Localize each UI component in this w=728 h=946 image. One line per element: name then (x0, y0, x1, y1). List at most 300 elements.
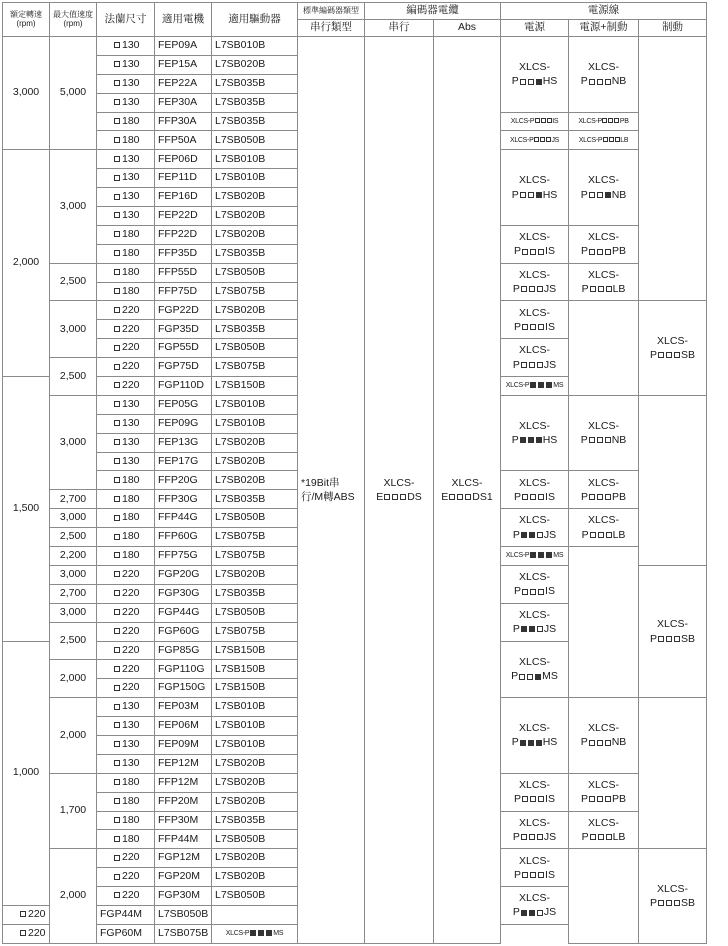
driver-model-cell: L7SB050B (212, 603, 298, 622)
flange-size: 220 (122, 587, 140, 599)
flange-size: 130 (122, 757, 140, 770)
cable-code: P JS (512, 358, 557, 371)
square-flange-icon (114, 647, 120, 653)
power-cable-cell (501, 811, 569, 849)
square-flange-icon (114, 704, 120, 710)
flange-cell (97, 263, 155, 282)
driver-model-cell: L7SB020B (212, 849, 298, 868)
driver-model-cell: L7SB020B (212, 754, 298, 773)
placeholder-box-icon (605, 79, 611, 85)
placeholder-box-icon (540, 137, 545, 142)
placeholder-filled-box-icon (258, 930, 264, 936)
flange-cell (97, 301, 155, 320)
flange-size: 130 (122, 454, 140, 467)
driver-model-cell: L7SB075B (212, 528, 298, 547)
square-flange-icon (114, 118, 120, 124)
flange-size: 220 (122, 662, 140, 675)
power-cable-cell (501, 377, 569, 396)
cable-code-text: XLCS-P JS (509, 136, 560, 144)
flange-size: 220 (122, 379, 140, 392)
cable-code-text: XLCS-P MS (505, 552, 564, 560)
power-brake-cable-cell (569, 150, 639, 226)
flange-size: 130 (122, 152, 140, 165)
flange-cell (97, 735, 155, 754)
max-speed-cell: 2,500 (50, 263, 97, 301)
motor-model-cell: FEP09A (155, 37, 212, 56)
flange-size: 130 (122, 398, 140, 411)
encoder-type-value: *19Bit串行/M轉ABS (301, 476, 355, 503)
placeholder-filled-box-icon (536, 79, 542, 85)
power-cable-cell (501, 471, 569, 509)
max-speed-cell: 2,500 (50, 528, 97, 547)
flange-size: 220 (122, 643, 140, 656)
max-speed-cell: 3,000 (50, 509, 97, 528)
header-power: 電源 (501, 20, 569, 37)
square-flange-icon (114, 401, 120, 407)
driver-model-cell: L7SB010B (212, 395, 298, 414)
driver-model-cell: L7SB075B (155, 924, 212, 943)
flange-size: 220 (122, 605, 140, 618)
cable-prefix: XLCS- (519, 608, 550, 621)
square-flange-icon (114, 836, 120, 842)
header-brake: 制動 (639, 20, 707, 37)
driver-model-cell: L7SB035B (212, 93, 298, 112)
flange-size: 220 (122, 870, 140, 883)
flange-cell (97, 547, 155, 566)
flange-cell (97, 641, 155, 660)
placeholder-box-icon (605, 494, 611, 500)
flange-size: 220 (122, 341, 140, 354)
driver-model-cell: L7SB050B (212, 339, 298, 358)
flange-size: 180 (122, 228, 140, 241)
power-cable-cell (501, 887, 569, 925)
placeholder-box-icon (522, 872, 528, 878)
flange-size: 130 (122, 95, 140, 108)
flange-size: 180 (122, 511, 140, 524)
flange-cell (97, 849, 155, 868)
flange-cell (97, 150, 155, 169)
placeholder-box-icon (530, 494, 536, 500)
flange-size: 220 (28, 908, 46, 921)
cable-prefix: XLCS- (519, 231, 550, 244)
placeholder-box-icon (538, 249, 544, 255)
brake-cable-cell (639, 849, 707, 943)
cable-prefix: XLCS- (519, 306, 550, 319)
cable-code-text: XLCS-P IS (510, 117, 559, 125)
flange-size: 220 (122, 889, 140, 902)
flange-cell (97, 509, 155, 528)
max-speed-cell: 3,000 (50, 301, 97, 358)
cable-code: P IS (514, 245, 555, 258)
placeholder-box-icon (534, 137, 539, 142)
motor-model-cell: FFP60G (155, 528, 212, 547)
placeholder-box-icon (590, 834, 596, 840)
motor-model-cell: FGP110G (155, 660, 212, 679)
motor-model-cell: FFP30M (155, 811, 212, 830)
placeholder-box-icon (530, 249, 536, 255)
placeholder-box-icon (547, 118, 552, 123)
driver-model-cell: L7SB150B (212, 641, 298, 660)
square-flange-icon (114, 892, 120, 898)
cable-code: P MS (511, 670, 558, 683)
placeholder-box-icon (589, 494, 595, 500)
placeholder-box-icon (521, 362, 527, 368)
placeholder-box-icon (537, 910, 543, 916)
driver-model-cell: L7SB035B (212, 584, 298, 603)
brake-cable-cell (639, 37, 707, 301)
placeholder-filled-box-icon (536, 437, 542, 443)
cable-prefix: XLCS- (588, 514, 619, 527)
placeholder-filled-box-icon (528, 740, 534, 746)
power-brake-cable-cell (569, 547, 639, 698)
placeholder-box-icon (457, 494, 463, 500)
placeholder-box-icon (538, 872, 544, 878)
placeholder-filled-box-icon (250, 930, 256, 936)
flange-cell (97, 830, 155, 849)
cable-prefix: XLCS- (657, 618, 688, 631)
placeholder-box-icon (522, 324, 528, 330)
motor-model-cell: FGP150G (155, 679, 212, 698)
motor-model-cell: FGP22D (155, 301, 212, 320)
driver-model-cell: L7SB010B (212, 150, 298, 169)
placeholder-filled-box-icon (520, 740, 526, 746)
placeholder-box-icon (658, 352, 664, 358)
placeholder-box-icon (541, 118, 546, 123)
power-cable-cell (501, 263, 569, 301)
max-speed-cell: 2,000 (50, 849, 97, 943)
placeholder-filled-box-icon (536, 740, 542, 746)
max-speed-cell: 2,500 (50, 358, 97, 396)
placeholder-filled-box-icon (535, 674, 541, 680)
flange-cell (97, 528, 155, 547)
placeholder-box-icon (589, 249, 595, 255)
flange-size: 220 (122, 851, 140, 864)
flange-cell (97, 414, 155, 433)
cable-prefix: XLCS- (519, 344, 550, 357)
power-cable-cell (501, 225, 569, 263)
flange-cell (97, 37, 155, 56)
power-brake-cable-cell (569, 131, 639, 150)
header-rated-speed: 額定轉速 (rpm) (3, 3, 50, 37)
motor-model-cell: FFP20M (155, 792, 212, 811)
power-cable-cell (501, 849, 569, 887)
cable-prefix: XLCS- (519, 174, 550, 187)
flange-size: 180 (122, 133, 140, 146)
placeholder-box-icon (674, 900, 680, 906)
motor-model-cell: FGP20M (155, 868, 212, 887)
flange-size: 130 (122, 171, 140, 184)
cable-prefix: XLCS- (588, 816, 619, 829)
motor-model-cell: FGP12M (155, 849, 212, 868)
square-flange-icon (114, 571, 120, 577)
cable-prefix: XLCS- (588, 231, 619, 244)
table-body (3, 37, 707, 944)
motor-model-cell: FEP03M (155, 698, 212, 717)
cable-code: P JS (512, 906, 557, 919)
square-flange-icon (114, 250, 120, 256)
flange-size: 180 (122, 114, 140, 127)
placeholder-box-icon (589, 740, 595, 746)
flange-size: 180 (122, 549, 140, 562)
power-brake-cable-cell (569, 509, 639, 547)
cable-prefix: XLCS- (588, 174, 619, 187)
flange-cell (97, 717, 155, 736)
placeholder-box-icon (666, 900, 672, 906)
power-cable-cell (501, 339, 569, 377)
square-flange-icon (114, 61, 120, 67)
flange-size: 180 (122, 492, 140, 505)
max-speed-cell: 2,700 (50, 584, 97, 603)
driver-model-cell: L7SB050B (212, 131, 298, 150)
cable-code: P NB (580, 736, 627, 749)
max-speed-cell: 5,000 (50, 37, 97, 150)
placeholder-box-icon (606, 834, 612, 840)
driver-model-cell: L7SB010B (212, 169, 298, 188)
cable-prefix: XLCS- (519, 476, 550, 489)
max-speed-cell: 1,700 (50, 773, 97, 849)
square-flange-icon (114, 855, 120, 861)
flange-cell (97, 188, 155, 207)
flange-cell (97, 565, 155, 584)
spec-table-container (2, 2, 707, 944)
driver-model-cell: L7SB020B (212, 188, 298, 207)
square-flange-icon (114, 345, 120, 351)
flange-size: 180 (122, 473, 140, 486)
cable-prefix: XLCS- (657, 882, 688, 895)
square-flange-icon (114, 779, 120, 785)
flange-size: 130 (122, 209, 140, 222)
flange-size: 180 (122, 813, 140, 826)
power-brake-cable-cell (569, 395, 639, 471)
square-flange-icon (20, 930, 26, 936)
placeholder-box-icon (590, 286, 596, 292)
placeholder-box-icon (537, 362, 543, 368)
placeholder-box-icon (605, 437, 611, 443)
motor-model-cell: FGP110D (155, 377, 212, 396)
power-cable-cell (501, 641, 569, 698)
square-flange-icon (114, 80, 120, 86)
cable-code-text: XLCS-P PB (578, 117, 629, 125)
placeholder-filled-box-icon (528, 437, 534, 443)
placeholder-filled-box-icon (529, 910, 535, 916)
power-cable-cell (501, 112, 569, 131)
cable-prefix: XLCS- (588, 778, 619, 791)
cable-code-text: XLCS-P MS (505, 382, 564, 390)
placeholder-box-icon (538, 324, 544, 330)
driver-model-cell: L7SB075B (212, 358, 298, 377)
cable-prefix: XLCS- (519, 656, 550, 669)
motor-model-cell: FGP60M (97, 924, 155, 943)
motor-model-cell: FGP30G (155, 584, 212, 603)
driver-model-cell: L7SB020B (212, 225, 298, 244)
cable-code: P SB (649, 632, 696, 645)
driver-model-cell: L7SB075B (212, 282, 298, 301)
flange-size: 180 (122, 284, 140, 297)
max-speed-cell: 2,200 (50, 547, 97, 566)
driver-model-cell: L7SB020B (212, 301, 298, 320)
cable-prefix: XLCS- (519, 61, 550, 74)
flange-cell (97, 698, 155, 717)
brake-cable-cell (639, 395, 707, 565)
flange-cell (3, 905, 50, 924)
cable-code: P IS (514, 868, 555, 881)
motor-model-cell: FEP22D (155, 207, 212, 226)
square-flange-icon (114, 231, 120, 237)
square-flange-icon (114, 458, 120, 464)
power-cable-cell (501, 509, 569, 547)
motor-model-cell: FEP09G (155, 414, 212, 433)
motor-model-cell: FEP30A (155, 93, 212, 112)
placeholder-box-icon (597, 494, 603, 500)
driver-model-cell: L7SB050B (212, 263, 298, 282)
square-flange-icon (114, 741, 120, 747)
placeholder-box-icon (521, 834, 527, 840)
placeholder-box-icon (598, 286, 604, 292)
flange-size: 180 (122, 265, 140, 278)
cable-prefix: XLCS- (451, 476, 483, 489)
max-speed-cell: 2,000 (50, 698, 97, 774)
square-flange-icon (114, 722, 120, 728)
placeholder-box-icon (520, 192, 526, 198)
driver-model-cell: L7SB050B (212, 830, 298, 849)
driver-model-cell: L7SB050B (212, 509, 298, 528)
placeholder-filled-box-icon (529, 532, 535, 538)
placeholder-box-icon (529, 834, 535, 840)
motor-model-cell: FEP12M (155, 754, 212, 773)
placeholder-box-icon (666, 636, 672, 642)
placeholder-box-icon (589, 192, 595, 198)
cable-prefix: XLCS- (519, 420, 550, 433)
flange-size: 130 (122, 719, 140, 732)
square-flange-icon (114, 269, 120, 275)
flange-cell (97, 660, 155, 679)
flange-size: 130 (122, 416, 140, 429)
max-speed-cell: 3,000 (50, 565, 97, 584)
flange-size: 220 (122, 303, 140, 316)
placeholder-box-icon (537, 834, 543, 840)
header-max-speed: 最大值速度 (rpm) (50, 3, 97, 37)
cable-prefix: XLCS- (519, 571, 550, 584)
driver-model-cell: L7SB020B (212, 55, 298, 74)
flange-size: 130 (122, 190, 140, 203)
placeholder-box-icon (546, 137, 551, 142)
flange-cell (97, 169, 155, 188)
placeholder-box-icon (590, 532, 596, 538)
driver-model-cell: L7SB010B (212, 698, 298, 717)
motor-model-cell: FGP20G (155, 565, 212, 584)
flange-size: 130 (122, 58, 140, 71)
header-power-brake: 電源+制動 (569, 20, 639, 37)
motor-model-cell: FFP75D (155, 282, 212, 301)
cable-prefix: XLCS- (519, 892, 550, 905)
flange-cell (97, 773, 155, 792)
driver-model-cell: L7SB150B (212, 660, 298, 679)
placeholder-box-icon (597, 79, 603, 85)
square-flange-icon (20, 911, 26, 917)
flange-cell (97, 93, 155, 112)
placeholder-box-icon (597, 740, 603, 746)
flange-cell (97, 490, 155, 509)
flange-cell (97, 603, 155, 622)
driver-model-cell: L7SB035B (212, 490, 298, 509)
cable-prefix: XLCS- (519, 514, 550, 527)
placeholder-box-icon (521, 286, 527, 292)
power-brake-cable-cell (569, 225, 639, 263)
encoder-abs-cell (434, 37, 501, 944)
placeholder-box-icon (519, 674, 525, 680)
power-brake-cable-cell (569, 263, 639, 301)
placeholder-box-icon (658, 636, 664, 642)
placeholder-box-icon (522, 249, 528, 255)
motor-model-cell: FFP44M (155, 830, 212, 849)
placeholder-filled-box-icon (605, 192, 611, 198)
flange-size: 220 (122, 624, 140, 637)
cable-code: P JS (512, 830, 557, 843)
cable-code: P HS (511, 188, 558, 201)
header-encoder-cable: 編碼器電纜 (365, 3, 501, 20)
cable-code: P LB (581, 283, 626, 296)
motor-model-cell: FFP55D (155, 263, 212, 282)
rated-speed-cell: 1,000 (3, 641, 50, 905)
motor-model-cell: FEP16D (155, 188, 212, 207)
placeholder-filled-box-icon (520, 437, 526, 443)
placeholder-box-icon (658, 900, 664, 906)
placeholder-box-icon (537, 532, 543, 538)
placeholder-box-icon (530, 589, 536, 595)
flange-size: 220 (122, 681, 140, 694)
motor-model-cell: FFP12M (155, 773, 212, 792)
flange-size: 130 (122, 435, 140, 448)
flange-cell (97, 377, 155, 396)
square-flange-icon (114, 382, 120, 388)
square-flange-icon (114, 534, 120, 540)
power-brake-cable-cell (569, 698, 639, 774)
driver-model-cell: L7SB035B (212, 811, 298, 830)
square-flange-icon (114, 99, 120, 105)
power-cable-cell (501, 37, 569, 113)
flange-cell (97, 339, 155, 358)
driver-model-cell: L7SB035B (212, 74, 298, 93)
flange-cell (97, 887, 155, 906)
rated-speed-cell: 1,500 (3, 377, 50, 641)
motor-model-cell: FEP06D (155, 150, 212, 169)
motor-model-cell: FEP09M (155, 735, 212, 754)
placeholder-box-icon (384, 494, 390, 500)
cable-code-text: XLCS-P MS (225, 930, 284, 938)
power-cable-cell (212, 924, 298, 943)
driver-model-cell: L7SB050B (212, 887, 298, 906)
motor-driver-cable-table (2, 2, 707, 944)
placeholder-box-icon (615, 137, 620, 142)
placeholder-box-icon (589, 79, 595, 85)
cable-code: P HS (511, 736, 558, 749)
placeholder-box-icon (602, 118, 607, 123)
power-cable-cell (501, 150, 569, 226)
cable-prefix: XLCS- (588, 476, 619, 489)
cable-code: P IS (514, 320, 555, 333)
driver-model-cell: L7SB035B (212, 112, 298, 131)
placeholder-box-icon (392, 494, 398, 500)
cable-prefix: XLCS- (588, 420, 619, 433)
brake-cable-cell (639, 565, 707, 697)
flange-cell (97, 244, 155, 263)
placeholder-box-icon (529, 362, 535, 368)
power-cable-cell (501, 547, 569, 566)
flange-cell (97, 868, 155, 887)
header-encoder-serial: 串行 (365, 20, 434, 37)
flange-cell (97, 320, 155, 339)
cable-code: P NB (580, 188, 627, 201)
